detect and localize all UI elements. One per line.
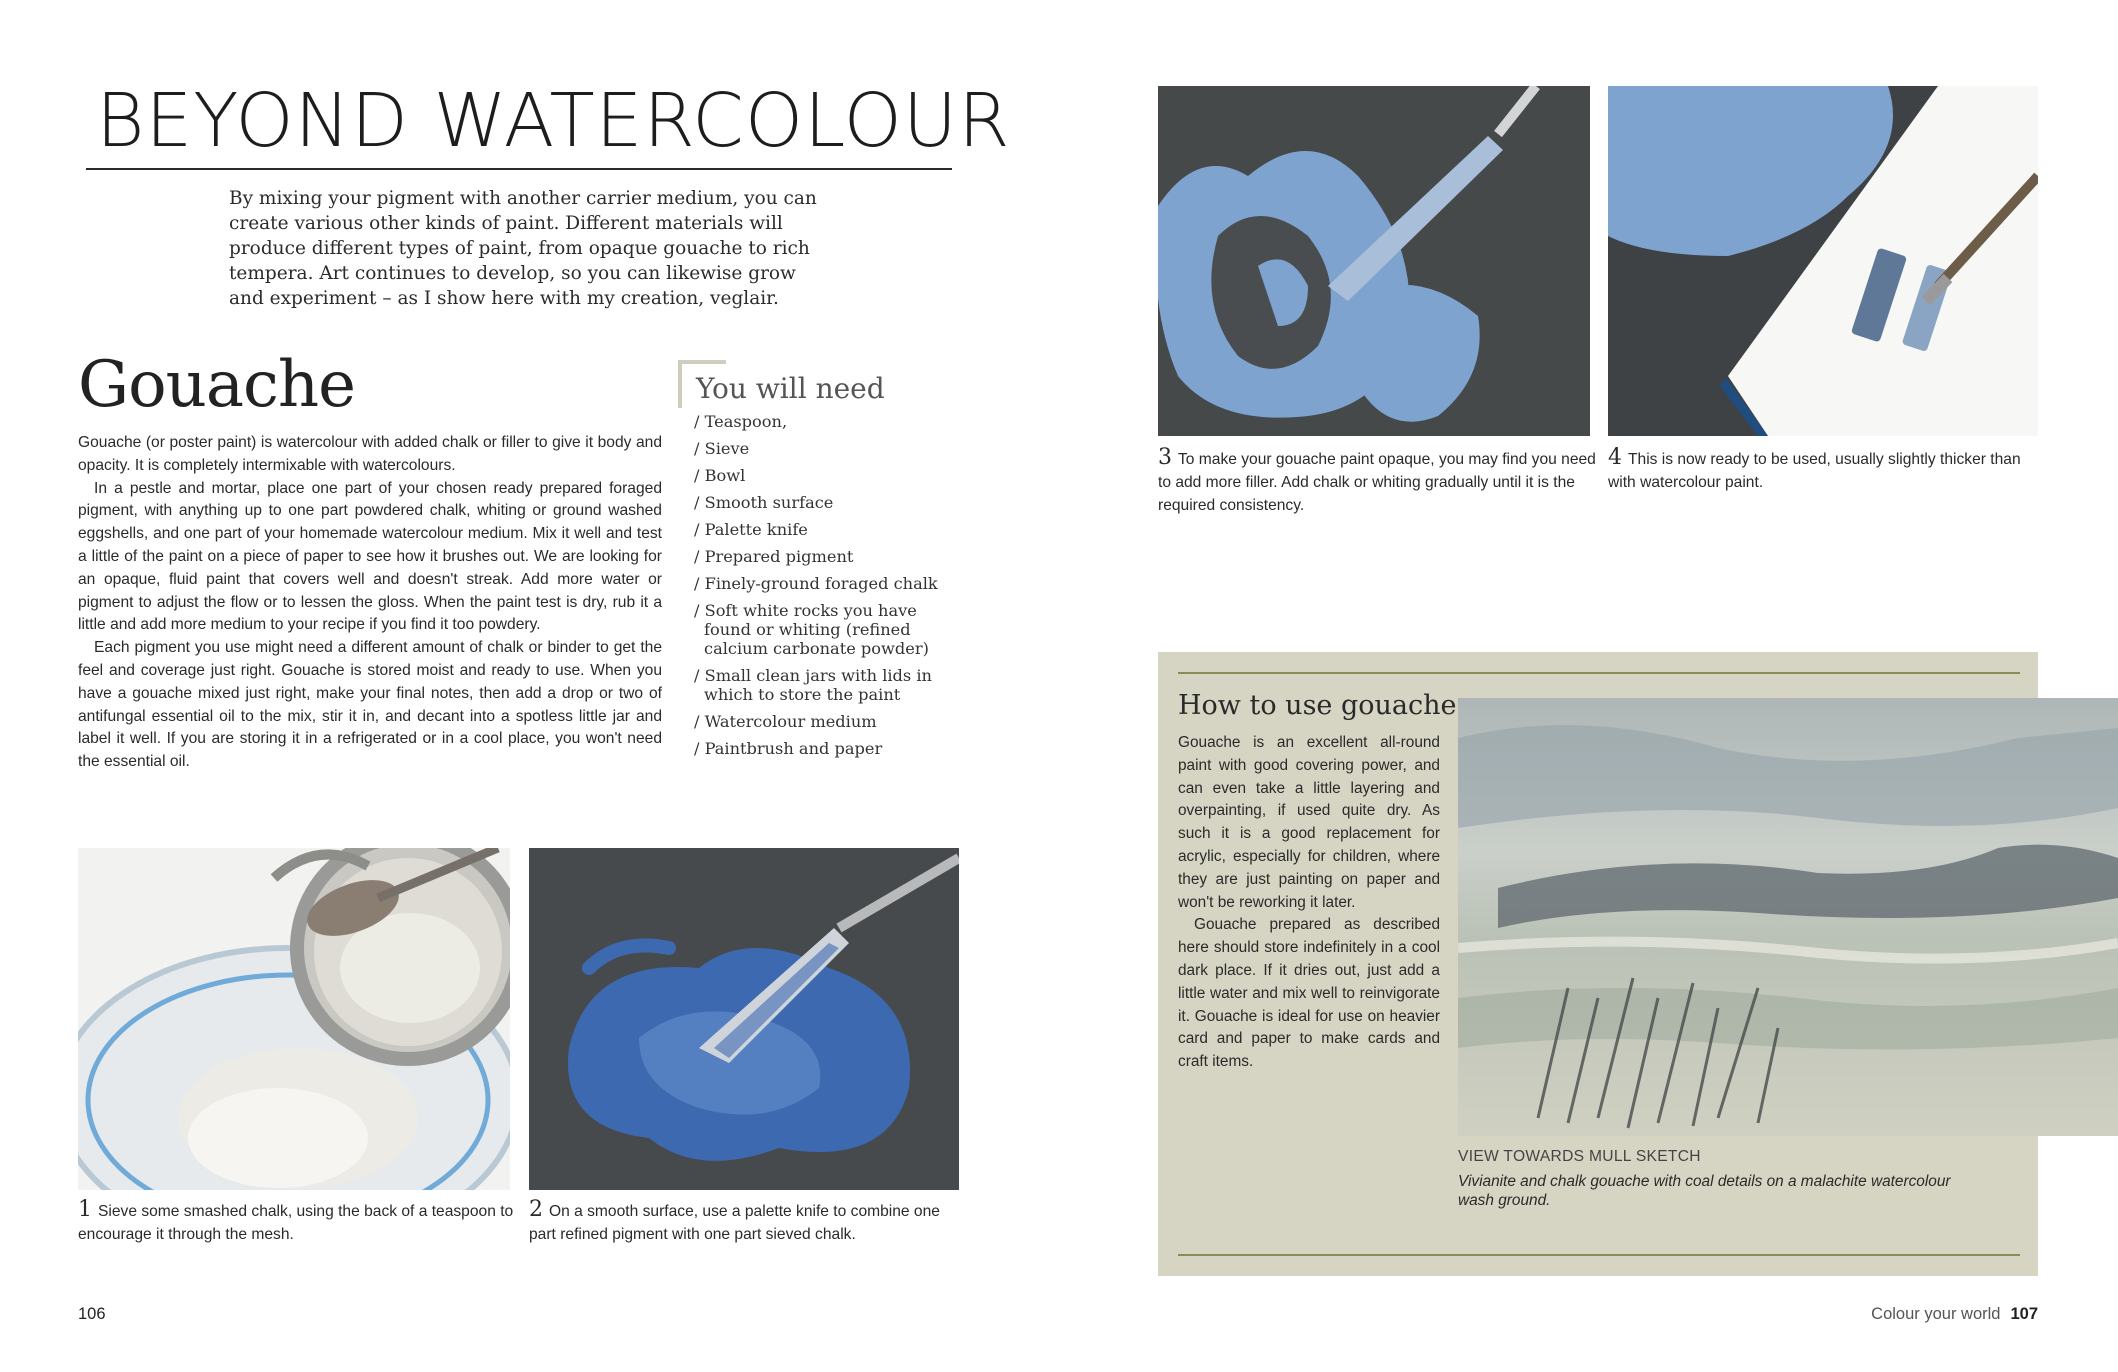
list-item: / Sieve <box>694 439 750 458</box>
list-item: / Prepared pigment <box>694 547 854 566</box>
page-footer-right <box>1871 1305 2038 1324</box>
list-item: / Teaspoon, <box>694 412 788 431</box>
step-text: On a smooth surface, use a palette knife to combine one part refined pigment with one part sieved chalk. <box>529 1203 940 1243</box>
step-4-photo <box>1608 86 2038 436</box>
step-number: 2 <box>529 1197 543 1222</box>
step-4-caption <box>1608 446 2038 494</box>
list-item: / Soft white rocks you have found or whiting (refined calcium carbonate powder) <box>694 601 929 658</box>
how-to-paragraph: Gouache prepared as described here should store indefinitely in a cool dark place. If it dries out, just add a little water and mix well to reinvigorate it. Gouache is ideal for use on heavier card and paper to make cards and craft items. <box>1178 916 1440 1071</box>
step-2-caption <box>529 1198 969 1246</box>
page-number-left: 106 <box>78 1305 106 1323</box>
you-will-need-heading: You will need <box>696 372 885 405</box>
section-name: Colour your world <box>1871 1305 2001 1323</box>
step-1-photo <box>78 848 510 1190</box>
list-item: / Finely-ground foraged chalk <box>694 574 938 593</box>
step-number: 3 <box>1158 445 1172 470</box>
how-to-heading: How to use gouache <box>1178 690 1457 721</box>
sketch-caption: Vivianite and chalk gouache with coal details on a malachite watercolour wash ground. <box>1458 1173 1951 1209</box>
step-1-caption <box>78 1198 518 1246</box>
step-number: 4 <box>1608 445 1622 470</box>
materials-list <box>694 412 956 766</box>
page-number-right: 107 <box>2010 1305 2038 1323</box>
list-item: / Watercolour medium <box>694 712 877 731</box>
step-text: To make your gouache paint opaque, you may find you need to add more filler. Add chalk or whiting gradually until it is the required consistency. <box>1158 451 1596 514</box>
step-2-photo <box>529 848 959 1190</box>
step-3-caption <box>1158 446 1598 517</box>
gouache-paragraph: In a pestle and mortar, place one part of your chosen ready prepared foraged pigment, with anything up to one part powdered chalk, whiting or ground washed eggshells, and one part of your homemade watercolour medium. Mix it well and test a little of the paint on a piece of paper to see how it brushes out. We are looking for an opaque, fluid paint that covers well and doesn't streak. Add more water or pigment to adjust the flow or to lessen the gloss. When the paint test is dry, rub it a little and add more medium to your recipe if you find it too powdery. <box>78 479 662 634</box>
list-item: / Smooth surface <box>694 493 834 512</box>
page-title: BEYOND WATERCOLOUR <box>96 78 1011 164</box>
title-rule <box>86 168 952 170</box>
list-item: / Paintbrush and paper <box>694 739 883 758</box>
list-item: / Small clean jars with lids in which to store the paint <box>694 666 932 704</box>
list-item: / Palette knife <box>694 520 808 539</box>
sketch-title: VIEW TOWARDS MULL SKETCH <box>1458 1148 1701 1165</box>
step-number: 1 <box>78 1197 92 1222</box>
gouache-body <box>78 432 662 774</box>
step-3-photo <box>1158 86 1590 436</box>
step-text: This is now ready to be used, usually slightly thicker than with watercolour paint. <box>1608 451 2021 491</box>
how-to-paragraph: Gouache is an excellent all-round paint with good covering power, and can even take a little layering and overpainting, if used quite dry. As such it is a good replacement for acrylic, especially for children, where they are just painting on paper and won't be reworking it later. <box>1178 734 1440 911</box>
intro-text: By mixing your pigment with another carrier medium, you can create various other kinds of paint. Different materials will produce different types of paint, from opaque gouache to rich tempera. Art continues to develop, so you can likewise grow and experiment – as I show here with my creation, veglair. <box>229 188 817 309</box>
list-item: / Bowl <box>694 466 746 485</box>
gouache-heading: Gouache <box>78 348 355 422</box>
how-to-body <box>1178 732 1440 1074</box>
step-text: Sieve some smashed chalk, using the back of a teaspoon to encourage it through the mesh. <box>78 1203 514 1243</box>
gouache-paragraph: Gouache (or poster paint) is watercolour with added chalk or filler to give it body and opacity. It is completely intermixable with watercolours. <box>78 434 662 474</box>
panel-rule <box>1178 672 2020 674</box>
mull-sketch-painting <box>1458 698 2118 1136</box>
gouache-paragraph: Each pigment you use might need a different amount of chalk or binder to get the feel and coverage just right. Gouache is stored moist and ready to use. When you have a gouache mixed just right, make your final notes, then add a drop or two of antifungal essential oil to the mix, stir it in, and decant into a spotless little jar and label it well. If you are storing it in a refrigerated or in a cool place, you won't need the essential oil. <box>78 639 662 771</box>
panel-rule <box>1178 1254 2020 1256</box>
